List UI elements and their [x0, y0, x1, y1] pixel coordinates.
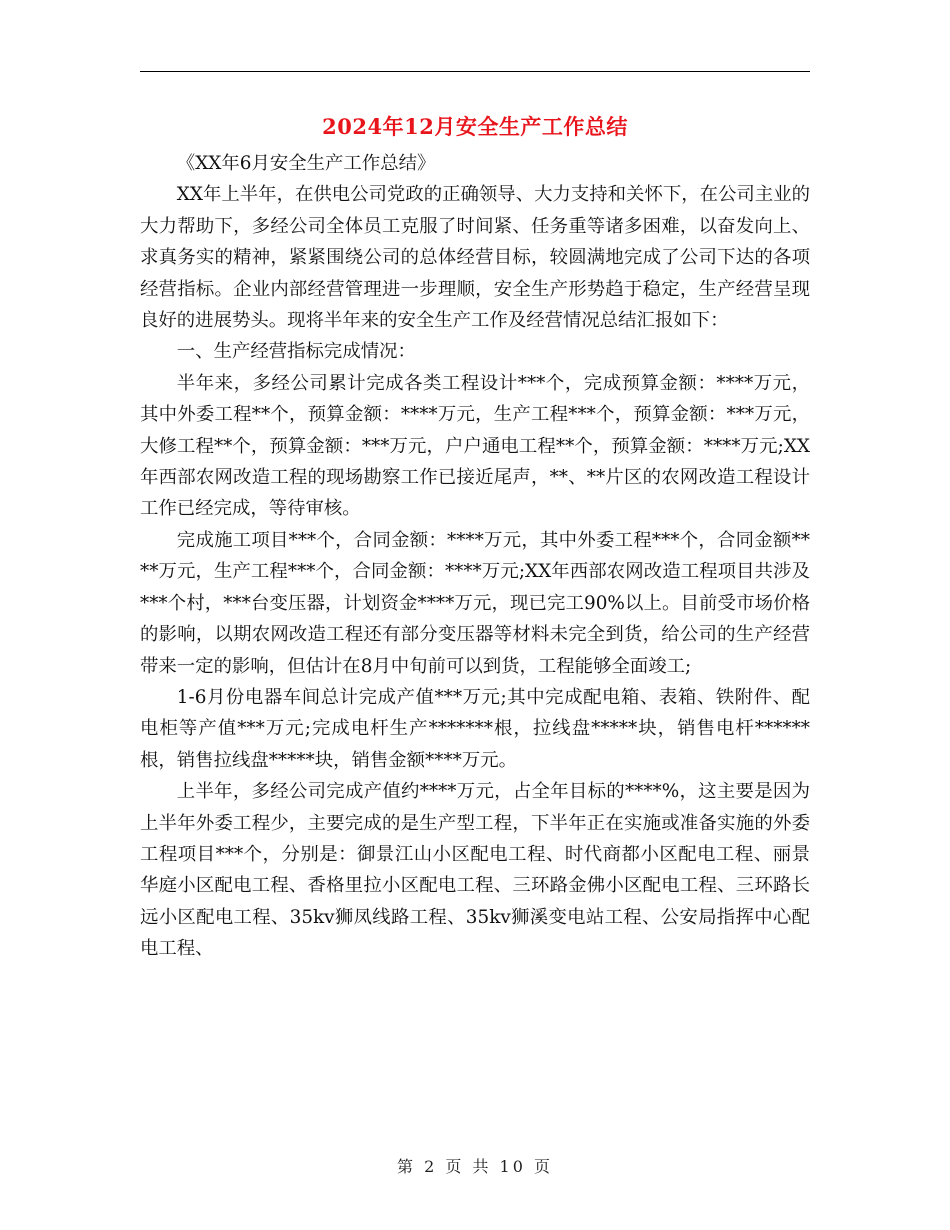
body-paragraph: 上半年，多经公司完成产值约****万元，占全年目标的****%，这主要是因为上半年外委工程少，主要完成的是生产型工程，下半年正在实施或准备实施的外委工程项目***个，分别是：御景江山小区配电工程、时代商都小区配电工程、丽景华庭小区配电工程、香格里拉小区配电工程、三环路金佛小区配电工程、三环路长远小区配电工程、35kv狮凤线路工程、35kv狮溪变电站工程、公安局指挥中心配电工程、 [140, 781, 810, 960]
subtitle-paragraph: 《XX年6月安全生产工作总结》 [176, 153, 436, 174]
header-rule [140, 71, 810, 72]
body-paragraph: 1-6月份电器车间总计完成产值***万元;其中完成配电箱、表箱、铁附件、配电柜等产值***万元;完成电杆生产*******根，拉线盘*****块，销售电杆******根，销售拉线盘*****块，销售金额****万元。 [140, 686, 810, 771]
page-number-footer: 第 2 页 共 10 页 [397, 1157, 553, 1176]
body-paragraph: 完成施工项目***个，合同金额：****万元，其中外委工程***个，合同金额****万元，生产工程***个，合同金额：****万元;XX年西部农网改造工程项目共涉及***个村，***台变压器，计划资金****万元，现已完工90%以上。目前受市场价格的影响，以期农网改造工程还有部分变压器等材料未完全到货，给公司的生产经营带来一定的影响，但估计在8月中旬前可以到货，工程能够全面竣工; [140, 529, 810, 677]
intro-paragraph: XX年上半年，在供电公司党政的正确领导、大力支持和关怀下，在公司主业的大力帮助下，多经公司全体员工克服了时间紧、任务重等诸多困难，以奋发向上、求真务实的精神，紧紧围绕公司的总体经营目标，较圆满地完成了公司下达的各项经营指标。企业内部经营管理进一步理顺，安全生产形势趋于稳定，生产经营呈现良好的进展势头。现将半年来的安全生产工作及经营情况总结汇报如下： [140, 184, 810, 332]
document-body [140, 148, 810, 965]
section-heading: 一、生产经营指标完成情况： [176, 341, 416, 363]
document-title: 2024年12月安全生产工作总结 [322, 114, 628, 139]
body-paragraph: 半年来，多经公司累计完成各类工程设计***个，完成预算金额：****万元，其中外委工程**个，预算金额：****万元，生产工程***个，预算金额：***万元，大修工程**个，预算金额：***万元，户户通电工程**个，预算金额：****万元;XX年西部农网改造工程的现场勘察工作已接近尾声，**、**片区的农网改造工程设计工作已经完成，等待审核。 [140, 372, 810, 520]
